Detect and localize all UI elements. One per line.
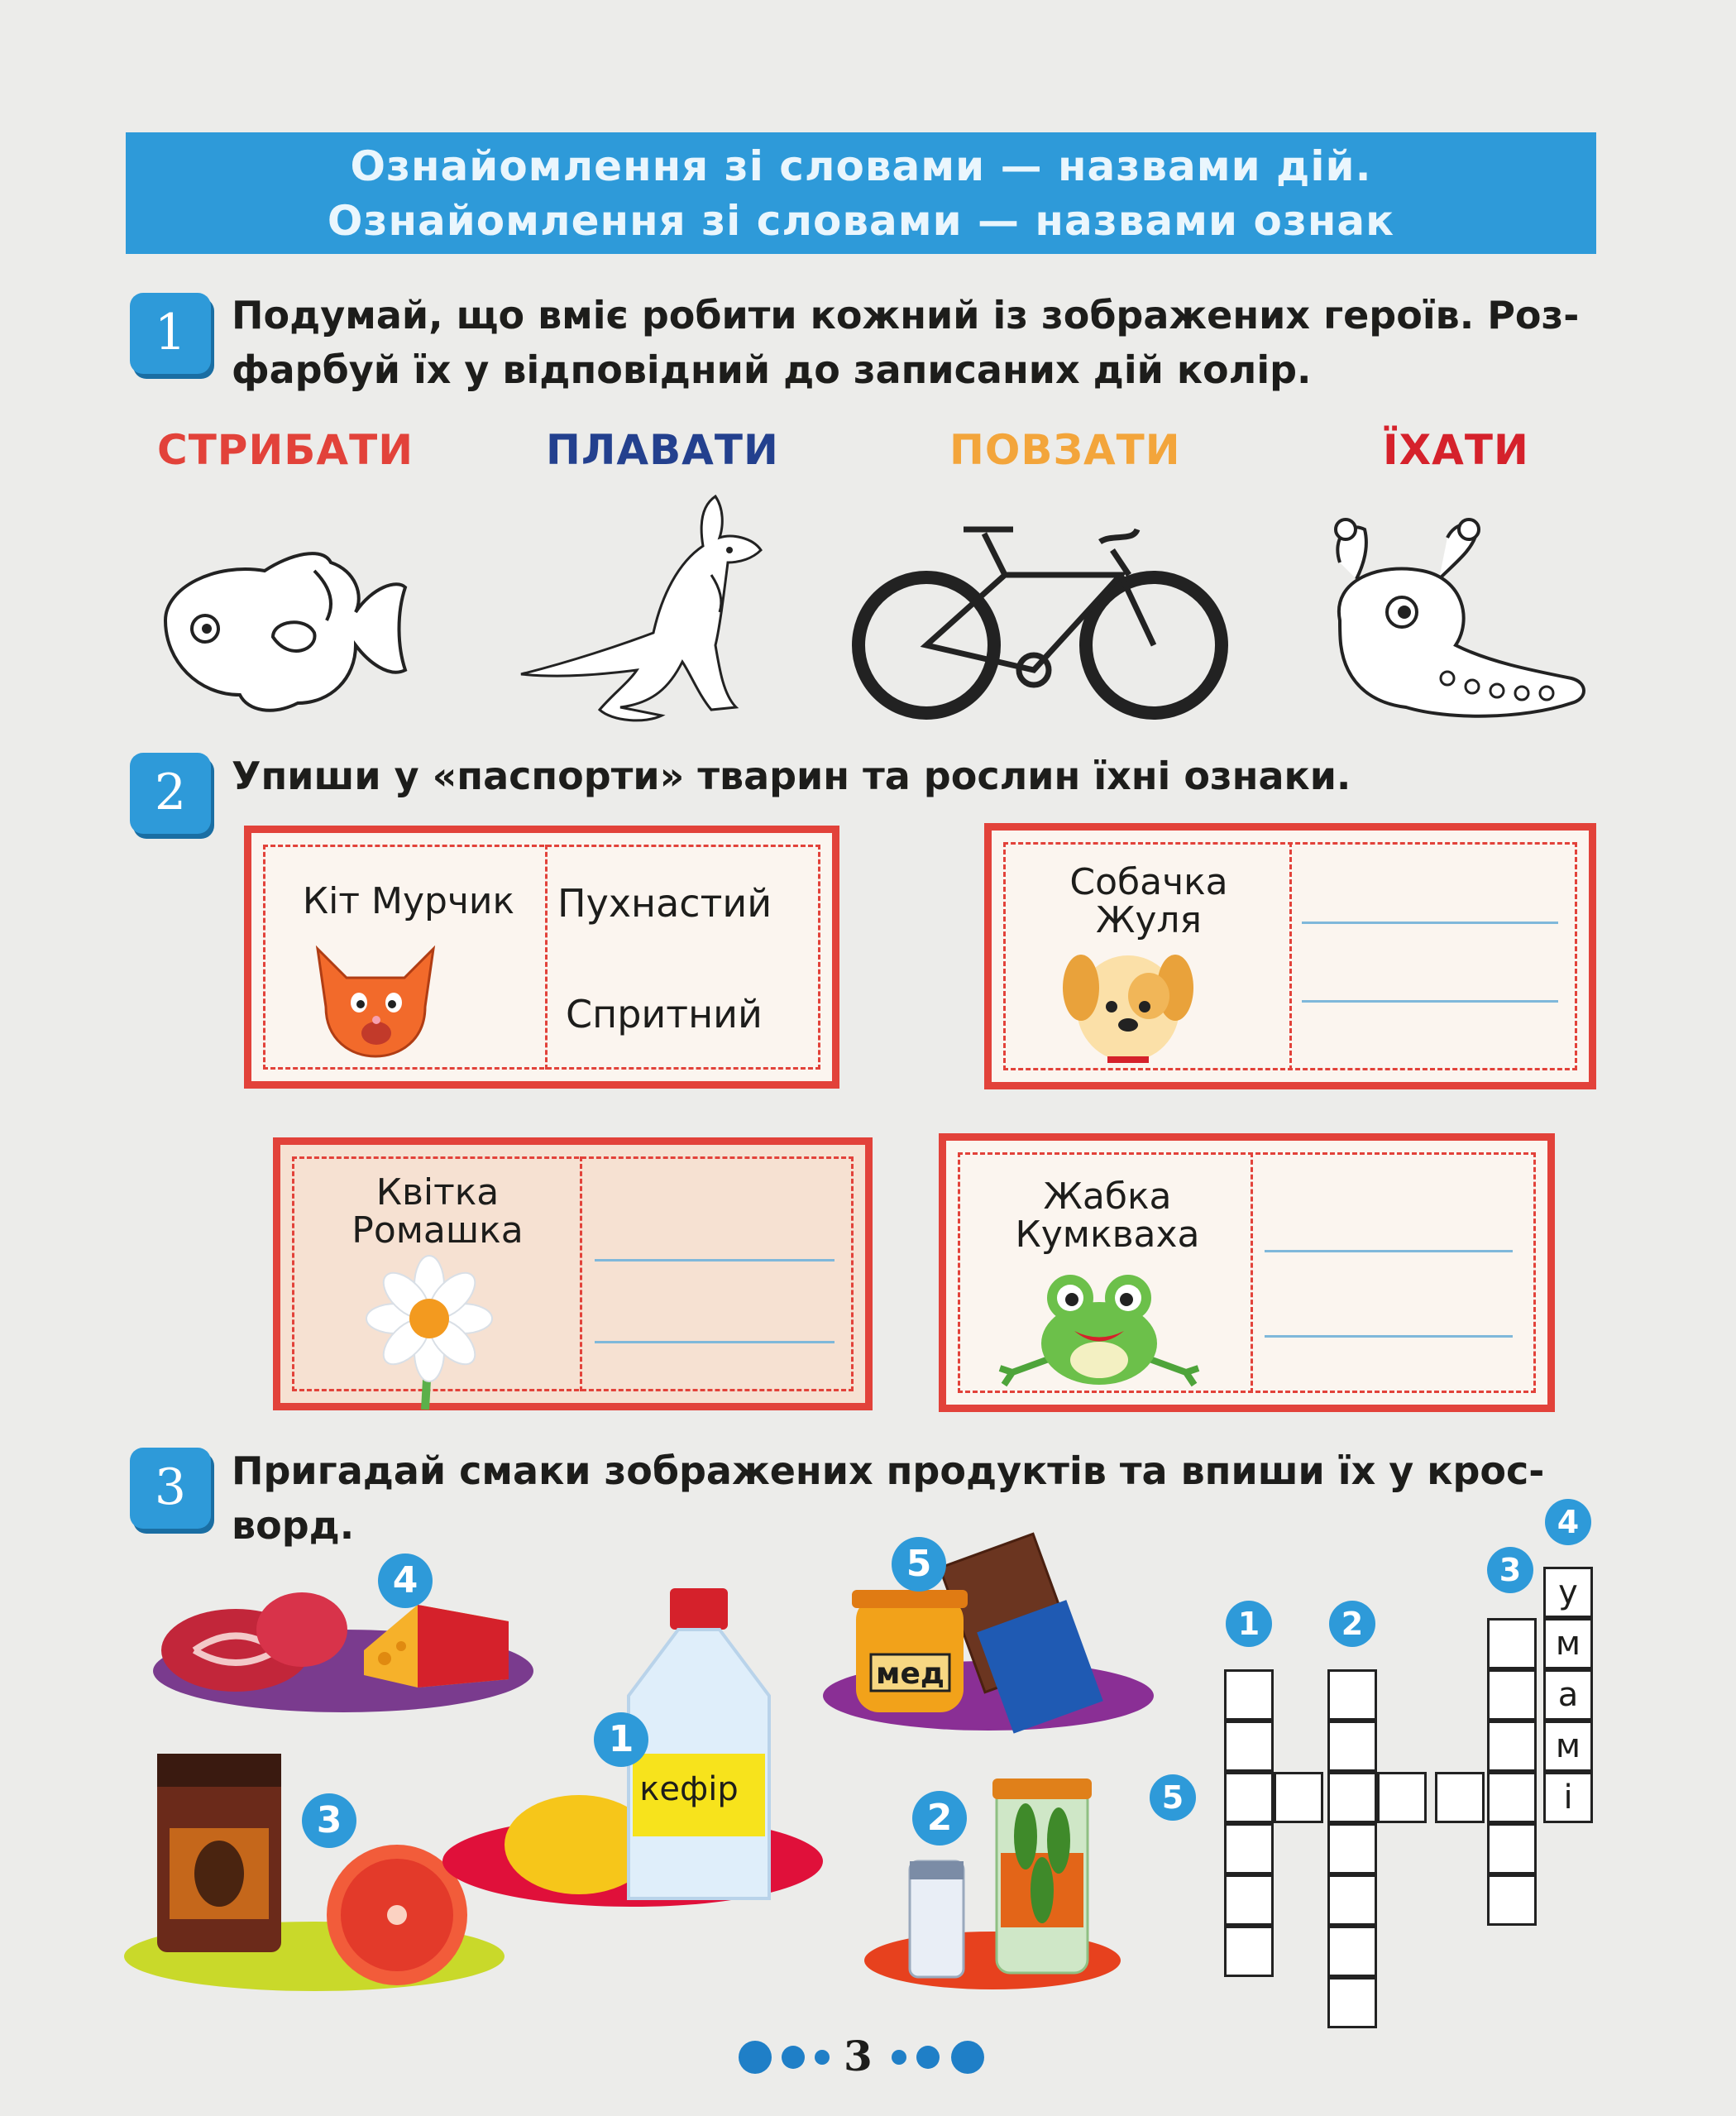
verb-swim: ПЛАВАТИ bbox=[546, 426, 779, 474]
passport-dog-answer-line-2[interactable] bbox=[1302, 1000, 1558, 1003]
page-dot bbox=[815, 2050, 830, 2065]
passport-daisy-name bbox=[322, 1171, 553, 1252]
passport-daisy bbox=[273, 1137, 873, 1410]
crossword-cell[interactable] bbox=[1487, 1721, 1537, 1772]
passport-frog bbox=[939, 1133, 1555, 1412]
passport-daisy-name-line-2: Ромашка bbox=[352, 1209, 524, 1252]
passport-cat-trait-2: Спритний bbox=[566, 992, 763, 1036]
crossword-cell[interactable] bbox=[1487, 1772, 1537, 1823]
crossword-clue-3: 3 bbox=[1487, 1547, 1533, 1593]
crossword-clue-4: 4 bbox=[1545, 1499, 1591, 1545]
crossword-cell[interactable] bbox=[1377, 1772, 1427, 1823]
passport-daisy-answer-line-1[interactable] bbox=[595, 1259, 835, 1261]
crossword-clue-5: 5 bbox=[1150, 1774, 1196, 1821]
passport-dog-name-line-2: Жуля bbox=[1095, 899, 1203, 941]
task-3-number: 3 bbox=[130, 1448, 211, 1529]
crossword-cell[interactable] bbox=[1224, 1874, 1274, 1926]
crossword-cell[interactable] bbox=[1224, 1926, 1274, 1977]
crossword-cell[interactable] bbox=[1327, 1721, 1377, 1772]
crossword-cell[interactable] bbox=[1487, 1669, 1537, 1721]
bicycle-icon bbox=[848, 505, 1236, 728]
cat-icon bbox=[301, 941, 450, 1065]
passport-cat bbox=[244, 826, 839, 1089]
passport-frog-answer-line-1[interactable] bbox=[1265, 1250, 1513, 1252]
crossword-cell[interactable] bbox=[1327, 1669, 1377, 1721]
product-marker-3: 3 bbox=[302, 1793, 356, 1848]
crossword-cell[interactable] bbox=[1435, 1772, 1485, 1823]
crossword-cell[interactable] bbox=[1224, 1772, 1274, 1823]
crossword-cell[interactable] bbox=[1224, 1823, 1274, 1874]
task-1-number: 1 bbox=[130, 293, 211, 374]
product-marker-4: 4 bbox=[378, 1553, 433, 1608]
passport-cat-trait-1: Пухнастий bbox=[557, 881, 772, 926]
task-2-number: 2 bbox=[130, 753, 211, 834]
fish-icon bbox=[149, 538, 414, 720]
crossword-cell[interactable] bbox=[1487, 1618, 1537, 1669]
honey-label: мед bbox=[876, 1657, 945, 1691]
task-3-text-line-1: Пригадай смаки зображених продуктів та впиши їх у крос- bbox=[232, 1448, 1545, 1493]
page-dot bbox=[782, 2046, 805, 2069]
crossword-cell[interactable] bbox=[1327, 1926, 1377, 1977]
crossword-cell-filled[interactable]: а bbox=[1543, 1669, 1593, 1721]
crossword-cell[interactable] bbox=[1327, 1874, 1377, 1926]
crossword-cell-filled[interactable]: м bbox=[1543, 1721, 1593, 1772]
crossword-cell[interactable] bbox=[1224, 1669, 1274, 1721]
crossword-cell[interactable] bbox=[1487, 1874, 1537, 1926]
passport-cat-name: Кіт Мурчик bbox=[302, 880, 515, 922]
page-dot bbox=[951, 2041, 984, 2074]
dog-icon bbox=[1058, 942, 1198, 1075]
header-line-2: Ознайомлення зі словами — назвами ознак bbox=[327, 197, 1395, 245]
passport-dog-name-line-1: Собачка bbox=[1069, 861, 1228, 903]
crossword-cell[interactable] bbox=[1327, 1823, 1377, 1874]
crossword-cell[interactable] bbox=[1224, 1721, 1274, 1772]
frog-icon bbox=[996, 1265, 1203, 1397]
task-2-instruction: Упиши у «паспорти» тварин та рослин їхні ознаки. bbox=[232, 754, 1351, 798]
crossword-clue-2: 2 bbox=[1329, 1601, 1375, 1647]
passport-daisy-answer-line-2[interactable] bbox=[595, 1341, 835, 1343]
page-header-banner bbox=[126, 132, 1596, 254]
task-1-instruction bbox=[232, 288, 1621, 397]
verb-ride: ЇХАТИ bbox=[1383, 426, 1529, 474]
honey-chocolate-icon bbox=[815, 1522, 1162, 1737]
passport-dog-name bbox=[1025, 861, 1273, 941]
product-marker-1: 1 bbox=[594, 1712, 648, 1767]
passport-daisy-name-line-1: Квітка bbox=[375, 1171, 500, 1214]
passport-dog-answer-line-1[interactable] bbox=[1302, 922, 1558, 924]
crossword-cell[interactable] bbox=[1487, 1823, 1537, 1874]
crossword-cell[interactable] bbox=[1327, 1772, 1377, 1823]
product-marker-2: 2 bbox=[912, 1791, 967, 1846]
passport-frog-answer-line-2[interactable] bbox=[1265, 1335, 1513, 1338]
crossword-cell-filled[interactable]: у bbox=[1543, 1567, 1593, 1618]
passport-frog-name-line-2: Кумкваха bbox=[1015, 1214, 1200, 1256]
kangaroo-icon bbox=[513, 488, 794, 728]
passport-dog bbox=[984, 823, 1596, 1089]
passport-frog-name bbox=[983, 1175, 1231, 1256]
caterpillar-icon bbox=[1323, 513, 1588, 728]
page-dot bbox=[739, 2041, 772, 2074]
crossword-cell[interactable] bbox=[1274, 1772, 1323, 1823]
page-dot bbox=[892, 2050, 906, 2065]
verb-crawl: ПОВЗАТИ bbox=[949, 426, 1181, 474]
task-1-text-line-1: Подумай, що вміє робити кожний із зображених героїв. Роз- bbox=[232, 293, 1580, 338]
kefir-label: кефір bbox=[639, 1770, 739, 1808]
crossword-cell[interactable] bbox=[1327, 1977, 1377, 2028]
page-dot bbox=[916, 2046, 940, 2069]
salt-pickles-icon bbox=[860, 1762, 1125, 1994]
page-number: 3 bbox=[844, 2032, 873, 2080]
crossword-clue-1: 1 bbox=[1226, 1601, 1272, 1647]
task-3-text-line-2: ворд. bbox=[232, 1503, 355, 1548]
verb-jump: СТРИБАТИ bbox=[157, 426, 414, 474]
header-line-1: Ознайомлення зі словами — назвами дій. bbox=[350, 142, 1372, 190]
passport-frog-name-line-1: Жабка bbox=[1043, 1175, 1172, 1218]
daisy-icon bbox=[347, 1252, 512, 1418]
product-marker-5: 5 bbox=[892, 1537, 946, 1592]
crossword-cell-filled[interactable]: і bbox=[1543, 1772, 1593, 1823]
task-1-text-line-2: фарбуй їх у відповідний до записаних дій колір. bbox=[232, 347, 1312, 392]
crossword-cell-filled[interactable]: м bbox=[1543, 1618, 1593, 1669]
